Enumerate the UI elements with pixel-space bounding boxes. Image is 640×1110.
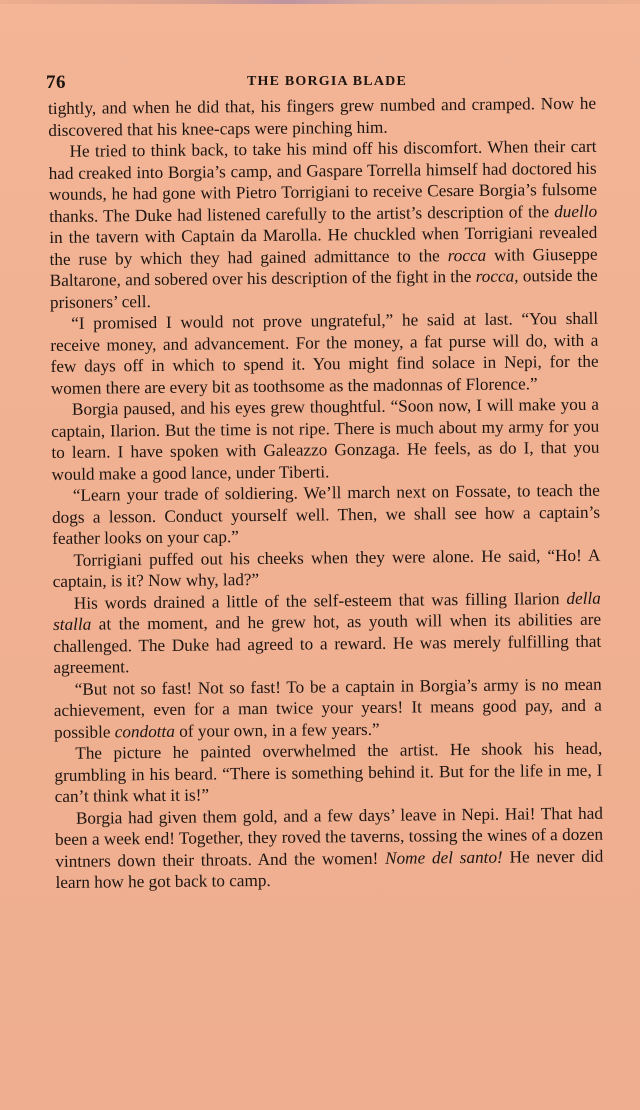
text-segment: Borgia had given them gold, and a few days’ leave in Nepi. Hai! That had been a week end! Together, they roved the taverns, tossing the wines of a dozen vintners down their throats. And the women! — [55, 803, 604, 871]
paragraph — [52, 480, 601, 550]
text-segment: His words drained a little of the self-esteem that was filling Ilarion — [73, 588, 567, 613]
page-number: 76 — [46, 72, 66, 93]
paragraph — [54, 738, 603, 808]
text-segment: at the moment, and he grew hot, as youth will when its abilities are challenged. The Duke had agreed to a reward. He was merely fulfilling that agreement. — [53, 609, 602, 677]
italic-text: rocca — [447, 245, 487, 265]
paragraph — [48, 93, 596, 141]
text-segment: of your own, in a few years.” — [174, 719, 380, 741]
paragraph — [55, 802, 604, 893]
text-segment: tightly, and when he did that, his fingers grew numbed and cramped. Now he discovered that his knee-caps were pinching him. — [48, 93, 597, 140]
text-segment: “Learn your trade of soldiering. We’ll march next on Fossate, to teach the dogs a lesson. Conduct yourself well. Then, we shall see how a captain’s feather looks on your cap.” — [51, 480, 601, 548]
text-segment: outside the prisoners’ cell. — [49, 265, 598, 312]
paragraph — [51, 394, 600, 485]
paragraph — [50, 308, 599, 399]
body-text — [48, 93, 604, 894]
italic-text: rocca, — [475, 266, 519, 286]
text-segment: with Giuseppe Baltarone, and sobered over his description of the fight in the — [49, 244, 598, 290]
running-title: THE BORGIA BLADE — [246, 74, 407, 89]
text-segment: Torrigiani puffed out his cheeks when they were alone. He said, “Ho! A captain, is it? Now why, lad?” — [52, 545, 601, 591]
italic-text: duello — [554, 201, 598, 221]
text-segment: The picture he painted overwhelmed the artist. He shook his head, grumbling in his beard. “There is something behind it. But for the life in me, I can’t think what it is!” — [54, 738, 603, 806]
paragraph — [53, 587, 602, 678]
text-segment: in the tavern with Captain da Marolla. He chuckled when Torrigiani revealed the ruse by which they had gained admittance to the — [49, 222, 598, 269]
text-segment: He tried to think back, to take his mind off his discomfort. When their cart had creaked into Borgia’s camp, and Gaspare Torrella himself had doctored his wounds, he had gone with Pietro Torrigiani to receive Cesare Borgia’s fulsome thanks. The Duke had listened carefully to the artist’s description of the — [48, 136, 597, 226]
page-top-edge — [0, 0, 640, 4]
text-segment: “I promised I would not prove ungrateful,” he said at last. “You shall receive money, and advancement. For the money, a fat purse will do, with a few days off in which to spend it. You might find solace in Nepi, for the women there are every bit as toothsome as the madonnas of Florence.” — [50, 308, 599, 398]
text-segment: Borgia paused, and his eyes grew thoughtful. “Soon now, I will make you a captain, Ilarion. But the time is not ripe. There is much about my army for you to learn. I have spoken with Galeazzo Gonzaga. He feels, as do I, that you would make a good lance, under Tiberti. — [51, 394, 600, 484]
paragraph — [54, 673, 603, 743]
italic-text: Nome del santo! — [384, 847, 503, 868]
text-segment: “But not so fast! Not so fast! To be a captain in Borgia’s army is no mean achievement, even for a man twice your years! It means good pay, and a possible — [53, 674, 602, 742]
text-segment: He never did learn how he got back to camp. — [55, 846, 604, 892]
paragraph — [48, 136, 598, 313]
paragraph — [52, 544, 600, 592]
italic-text: della stalla — [52, 588, 601, 634]
italic-text: condotta — [114, 721, 175, 741]
